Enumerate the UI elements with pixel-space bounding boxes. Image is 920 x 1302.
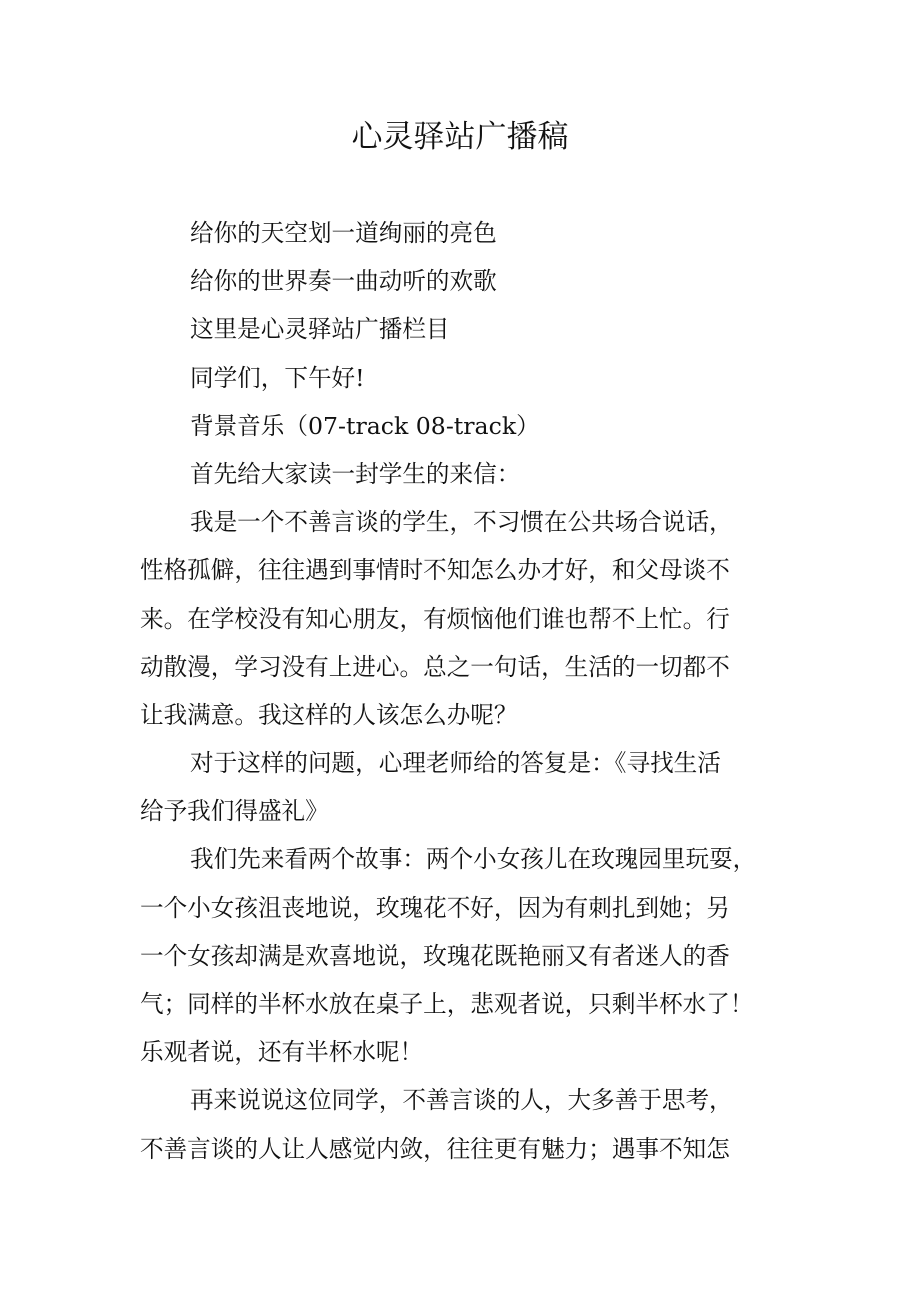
text-line: 我是一个不善言谈的学生，不习惯在公共场合说话， [190, 508, 733, 537]
text-line: 一个女孩却满是欢喜地说，玫瑰花既艳丽又有者迷人的香 [140, 941, 730, 970]
text-line: 乐观者说，还有半杯水呢！ [140, 1038, 424, 1067]
text-line: 给你的天空划一道绚丽的亮色 [190, 219, 497, 247]
text-line: 气；同样的半杯水放在桌子上，悲观者说，只剩半杯水了！ [140, 990, 754, 1018]
text-line: 对于这样的问题，心理老师给的答复是：《寻找生活 [190, 749, 721, 778]
text-line: 我们先来看两个故事：两个小女孩儿在玫瑰园里玩耍， [190, 845, 757, 874]
text-line: 首先给大家读一封学生的来信： [190, 459, 521, 488]
text-line: 动散漫，学习没有上进心。总之一句话，生活的一切都不 [140, 652, 730, 681]
text-line: 给予我们得盛礼》 [140, 797, 329, 826]
text-line: 背景音乐（07-track 08-track） [190, 411, 540, 440]
text-line: 性格孤僻，往往遇到事情时不知怎么办才好，和父母谈不 [140, 556, 730, 585]
text-line: 再来说说这位同学，不善言谈的人，大多善于思考， [190, 1086, 733, 1115]
document-title: 心灵驿站广播稿 [351, 119, 569, 155]
text-line: 这里是心灵驿站广播栏目 [190, 315, 450, 344]
text-line: 来。在学校没有知心朋友，有烦恼他们谁也帮不上忙。行 [140, 604, 730, 633]
text-line: 让我满意。我这样的人该怎么办呢？ [140, 700, 518, 729]
text-line: 给你的世界奏一曲动听的欢歌 [190, 267, 497, 296]
text-line: 一个小女孩沮丧地说，玫瑰花不好，因为有刺扎到她；另 [140, 893, 730, 922]
text-line: 不善言谈的人让人感觉内敛，往往更有魅力；遇事不知怎 [140, 1134, 730, 1163]
text-line: 同学们，下午好! [190, 363, 365, 392]
document-body [140, 209, 780, 1173]
